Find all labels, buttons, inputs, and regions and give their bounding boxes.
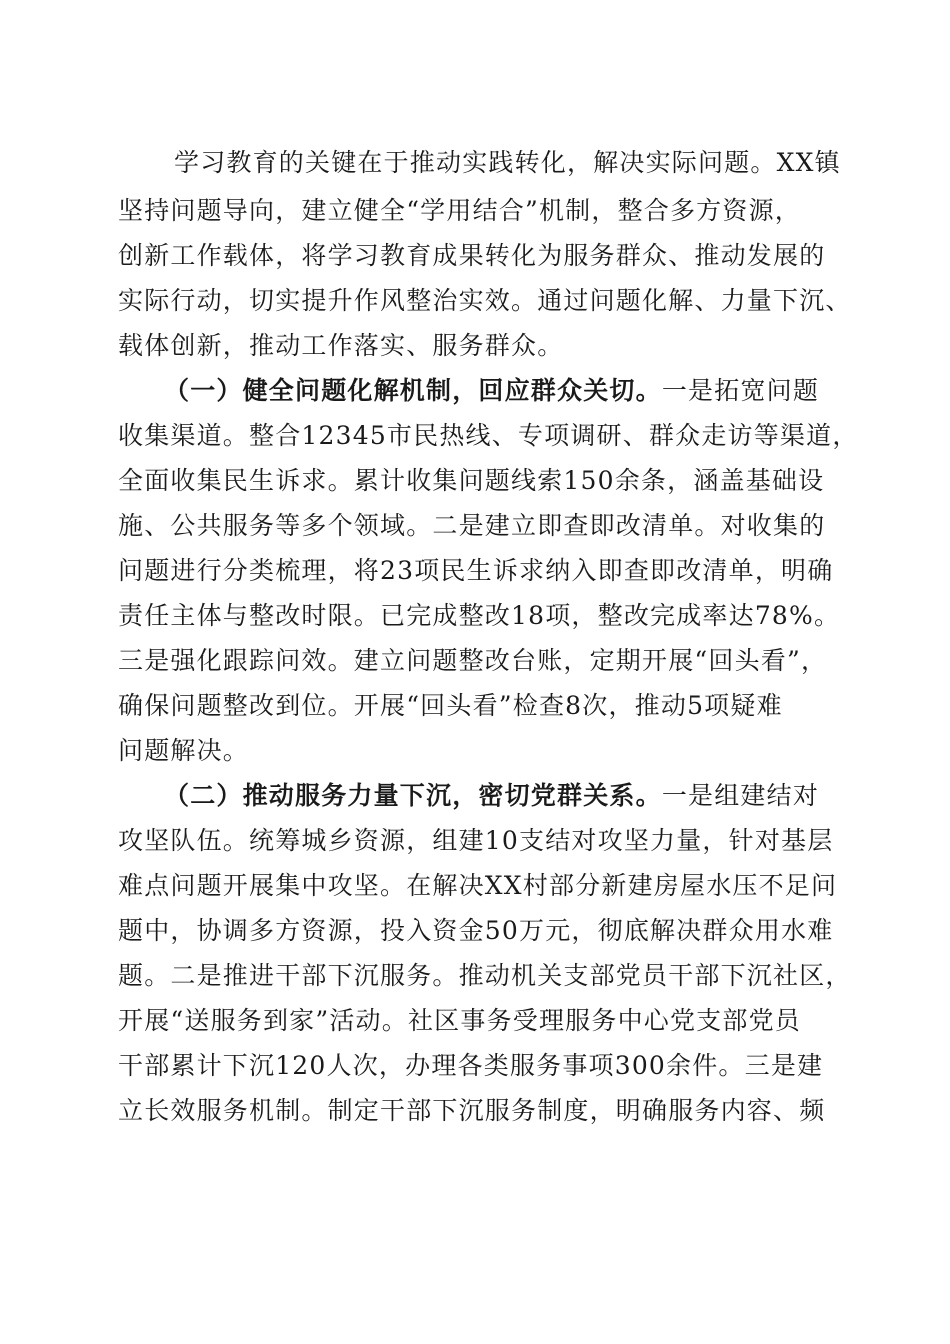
section-heading-1: （一）健全问题化解机制，回应群众关切。 [164, 376, 662, 405]
paragraph-3-line-4: 题中，协调多方资源，投入资金50万元，彻底解决群众用水难 [118, 916, 834, 945]
paragraph-3-line-5: 题。二是推进干部下沉服务。推动机关支部党员干部下沉社区， [118, 961, 852, 990]
paragraph-2-line-8: 确保问题整改到位。开展“回头看”检查8次，推动5项疑难 [118, 691, 783, 720]
paragraph-2-line-6: 责任主体与整改时限。已完成整改18项，整改完成率达78%。 [118, 601, 841, 630]
paragraph-2-line-9: 问题解决。 [118, 736, 250, 765]
paragraph-3-line-1 [164, 781, 819, 811]
paragraph-1-line-1: 学习教育的关键在于推动实践转化，解决实际问题。XX镇 [174, 148, 841, 177]
paragraph-3-line-6: 开展“送服务到家”活动。社区事务受理服务中心党支部党员 [118, 1006, 801, 1035]
paragraph-1-line-4: 实际行动，切实提升作风整治实效。通过问题化解、力量下沉、 [118, 286, 852, 315]
paragraph-3-line-1-rest: 一是组建结对 [661, 781, 820, 810]
paragraph-3-line-2: 攻坚队伍。统筹城乡资源，组建10支结对攻坚力量，针对基层 [118, 826, 834, 855]
paragraph-2-line-1-rest: 一是拓宽问题 [661, 376, 820, 405]
paragraph-3-line-3: 难点问题开展集中攻坚。在解决XX村部分新建房屋水压不足问 [118, 871, 838, 900]
paragraph-3-line-8: 立长效服务机制。制定干部下沉服务制度，明确服务内容、频 [118, 1096, 826, 1125]
paragraph-1-line-3: 创新工作载体，将学习教育成果转化为服务群众、推动发展的 [118, 241, 826, 270]
paragraph-1-line-2: 坚持问题导向，建立健全“学用结合”机制，整合多方资源， [118, 196, 801, 225]
paragraph-2-line-7: 三是强化跟踪问效。建立问题整改台账，定期开展“回头看”， [118, 646, 828, 675]
paragraph-2-line-1 [164, 376, 819, 406]
paragraph-3-line-7: 干部累计下沉120人次，办理各类服务事项300余件。三是建 [118, 1051, 824, 1080]
paragraph-1-line-5: 载体创新，推动工作落实、服务群众。 [118, 331, 564, 360]
paragraph-2-line-5: 问题进行分类梳理，将23项民生诉求纳入即查即改清单，明确 [118, 556, 834, 585]
paragraph-2-line-2: 收集渠道。整合12345市民热线、专项调研、群众走访等渠道， [118, 421, 859, 450]
section-heading-2: （二）推动服务力量下沉，密切党群关系。 [164, 781, 662, 810]
paragraph-2-line-3: 全面收集民生诉求。累计收集问题线索150余条，涵盖基础设 [118, 466, 825, 495]
paragraph-2-line-4: 施、公共服务等多个领域。二是建立即查即改清单。对收集的 [118, 511, 826, 540]
